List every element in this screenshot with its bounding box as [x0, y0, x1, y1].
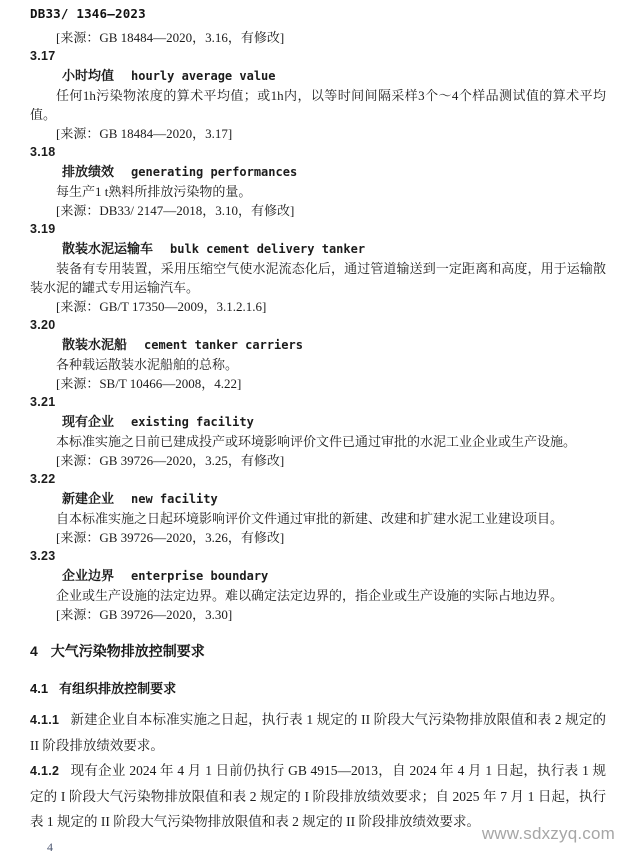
- term-block-3-22: [30, 470, 606, 547]
- term-name-zh: 散装水泥运输车: [62, 241, 154, 256]
- term-block-3-18: [30, 143, 606, 220]
- term-block-3-17: [30, 47, 606, 143]
- term-source: [来源：GB 18484—2020，3.17]: [56, 126, 233, 141]
- term-name-zh: 企业边界: [62, 568, 115, 583]
- leading-source-line: [来源：GB 18484—2020，3.16，有修改]: [56, 30, 285, 45]
- subsection-heading: [30, 679, 606, 698]
- term-block-3-21: [30, 393, 606, 470]
- term-number: 3.21: [30, 395, 56, 409]
- term-block-3-19: [30, 220, 606, 316]
- term-number: 3.22: [30, 472, 56, 486]
- term-block-3-23: [30, 547, 606, 624]
- page-header: [30, 6, 146, 21]
- term-name-zh: 散装水泥船: [62, 337, 128, 352]
- term-definition: 装备有专用装置，采用压缩空气使水泥流态化后，通过管道输送到一定距离和高度，用于运输散装水泥的罐式专用运输汽车。: [30, 261, 606, 295]
- watermark: www.sdxzyq.com: [481, 824, 615, 843]
- term-number: 3.17: [30, 49, 56, 63]
- term-number: 3.20: [30, 318, 56, 332]
- term-name-zh: 小时均值: [62, 68, 115, 83]
- clause-4-1-1: [30, 707, 606, 758]
- term-definition: 每生产1 t熟料所排放污染物的量。: [56, 184, 252, 199]
- clause-number: 4.1.2: [30, 764, 60, 778]
- clause-text: 现有企业 2024 年 4 月 1 日前仍执行 GB 4915—2013，自 2024 年 4 月 1 日起，执行表 1 规定的 I 阶段大气污染物排放限值和表 2 规定的 I 阶段排放绩效要求；自 2025 年 7 月 1 日起，执行表 1 规定的 II 阶段大气污染物排放限值和表 2 规定的 II 阶段排放绩效要求。: [30, 763, 606, 829]
- term-block-3-20: [30, 316, 606, 393]
- term-definition: 自本标准实施之日起环境影响评价文件通过审批的新建、改建和扩建水泥工业建设项目。: [56, 511, 564, 526]
- section-number: 4: [30, 643, 38, 659]
- clause-list: [30, 707, 606, 834]
- clause-text: 新建企业自本标准实施之日起，执行表 1 规定的 II 阶段大气污染物排放限值和表 2 规定的 II 阶段排放绩效要求。: [30, 712, 606, 753]
- section-heading: [30, 641, 606, 661]
- clause-4-1-2: [30, 758, 606, 834]
- term-definition: 本标准实施之日前已建成投产或环境影响评价文件已通过审批的水泥工业企业或生产设施。: [56, 434, 577, 449]
- term-name-en: cement tanker carriers: [144, 338, 303, 352]
- term-definition: 任何1h污染物浓度的算术平均值；或1h内，以等时间间隔采样3个～4个样品测试值的算术平均值。: [30, 88, 606, 122]
- subsection-title: 有组织排放控制要求: [59, 681, 177, 696]
- page-number: 4: [47, 840, 53, 854]
- term-source: [来源：GB 39726—2020，3.25，有修改]: [56, 453, 285, 468]
- term-name-en: existing facility: [131, 415, 254, 429]
- term-title: [30, 566, 606, 586]
- term-title: [30, 239, 606, 259]
- term-name-zh: 现有企业: [62, 414, 115, 429]
- term-source: [来源：GB/T 17350—2009，3.1.2.1.6]: [56, 299, 267, 314]
- term-number: 3.18: [30, 145, 56, 159]
- section-title: 大气污染物排放控制要求: [50, 643, 205, 659]
- term-number: 3.23: [30, 549, 56, 563]
- term-source: [来源：GB 39726—2020，3.26，有修改]: [56, 530, 285, 545]
- document-body: [30, 28, 606, 834]
- term-name-en: enterprise boundary: [131, 569, 269, 583]
- doc-code: DB33/ 1346—2023: [30, 6, 146, 21]
- term-title: [30, 335, 606, 355]
- clause-number: 4.1.1: [30, 713, 60, 727]
- term-number: 3.19: [30, 222, 56, 236]
- term-name-en: new facility: [131, 492, 218, 506]
- term-definition: 企业或生产设施的法定边界。难以确定法定边界的，指企业或生产设施的实际占地边界。: [56, 588, 564, 603]
- term-name-zh: 排放绩效: [62, 164, 115, 179]
- term-source: [来源：GB 39726—2020，3.30]: [56, 607, 233, 622]
- term-definition: 各种载运散装水泥船舶的总称。: [56, 357, 239, 372]
- term-title: [30, 412, 606, 432]
- term-name-en: hourly average value: [131, 69, 276, 83]
- term-name-en: bulk cement delivery tanker: [170, 242, 366, 256]
- term-name-en: generating performances: [131, 165, 298, 179]
- term-source: [来源：DB33/ 2147—2018，3.10，有修改]: [56, 203, 295, 218]
- term-source: [来源：SB/T 10466—2008，4.22]: [56, 376, 242, 391]
- term-name-zh: 新建企业: [62, 491, 115, 506]
- term-title: [30, 66, 606, 86]
- subsection-number: 4.1: [30, 681, 49, 696]
- term-title: [30, 162, 606, 182]
- term-title: [30, 489, 606, 509]
